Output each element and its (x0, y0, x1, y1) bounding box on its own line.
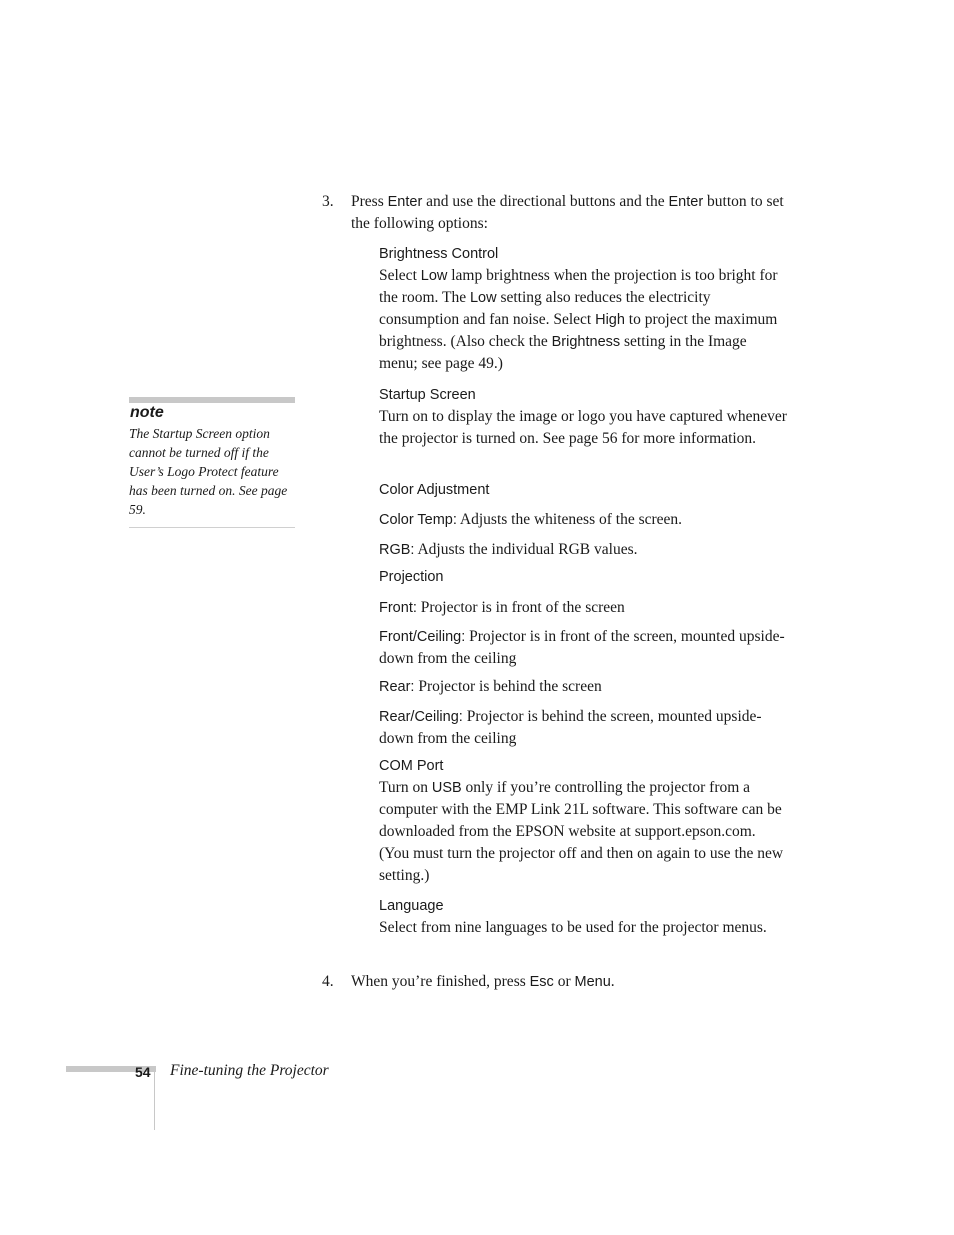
item-label: Front/Ceiling: (379, 629, 466, 645)
front-item (379, 597, 789, 619)
option-description: Turn on to display the image or logo you have captured whenever the projector is turned on. See page 56 for more information. (379, 408, 787, 447)
color-temp-item (379, 509, 789, 531)
rear-ceiling-item (379, 706, 789, 749)
option-description: Select Low lamp brightness when the projection is too bright for the room. The Low setting also reduces the electricity consumption and fan noise. Select High to project the maximum brightness. (Also check the Brightness setting in the Image menu; see page 49.) (379, 267, 778, 372)
option-heading: Color Adjustment (379, 482, 490, 498)
rear-item (379, 676, 789, 698)
item-text: Projector is behind the screen, mounted upside-down from the ceiling (379, 708, 762, 747)
item-text: Projector is in front of the screen, mounted upside-down from the ceiling (379, 628, 785, 667)
note-body: The Startup Screen option cannot be turned off if the User’s Logo Protect feature has been turned on. See page 59. (129, 426, 288, 517)
item-label: Front: (379, 600, 417, 616)
option-heading: Startup Screen (379, 387, 476, 403)
option-heading: COM Port (379, 758, 444, 774)
item-label: Rear/Ceiling: (379, 709, 463, 725)
option-com-port (379, 756, 789, 887)
item-label: Color Temp: (379, 512, 457, 528)
key-enter: Enter (668, 194, 704, 210)
item-text: Projector is behind the screen (414, 678, 602, 695)
footer-section-title: Fine-tuning the Projector (170, 1062, 329, 1079)
step-text: Press Enter and use the directional buttons and the Enter button to set the following options: (351, 193, 784, 232)
option-startup-screen (379, 385, 789, 450)
option-heading: Brightness Control (379, 246, 499, 262)
item-text: Projector is in front of the screen (416, 599, 625, 616)
option-description: Select from nine languages to be used for the projector menus. (379, 919, 767, 936)
footer-vertical-rule (154, 1066, 155, 1130)
note-divider (129, 527, 295, 528)
rgb-item (379, 539, 789, 561)
step-number: 3. (322, 193, 334, 210)
item-text: Adjusts the individual RGB values. (414, 541, 638, 558)
note-title: note (130, 404, 164, 421)
option-color-adjustment (379, 480, 789, 501)
key-menu: Menu (574, 974, 611, 990)
step-number: 4. (322, 973, 334, 990)
option-language (379, 896, 789, 939)
key-esc: Esc (529, 974, 554, 990)
note-top-bar (129, 397, 295, 403)
option-brightness-control (379, 244, 789, 375)
option-heading: Language (379, 898, 444, 914)
option-projection (379, 567, 789, 588)
item-label: Rear: (379, 679, 415, 695)
item-label: RGB: (379, 542, 415, 558)
front-ceiling-item (379, 626, 789, 669)
option-description: Turn on USB only if you’re controlling the projector from a computer with the EMP Link 21L software. This software can be downloaded from the EPSON website at support.epson.com. (You must turn the projector off and then on again to use the new setting.) (379, 779, 784, 884)
option-heading: Projection (379, 569, 444, 585)
item-text: Adjusts the whiteness of the screen. (456, 511, 683, 528)
step-text: When you’re finished, press Esc or Menu. (351, 973, 615, 990)
key-enter: Enter (387, 194, 423, 210)
page-number: 54 (135, 1064, 151, 1080)
